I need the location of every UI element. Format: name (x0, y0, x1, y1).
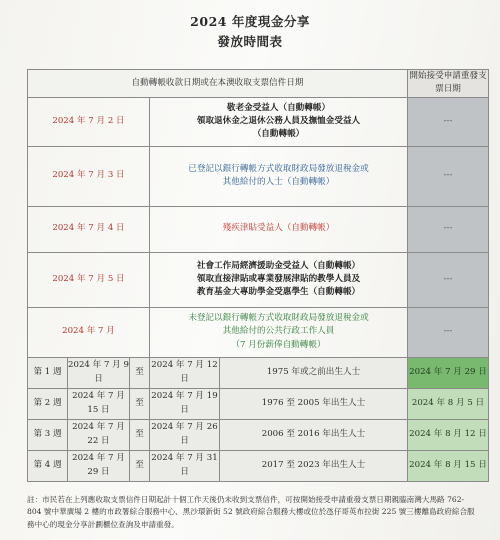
week-range-word: 至 (130, 450, 150, 481)
week-row (28, 357, 489, 388)
week-birth-cohort: 1976 至 2005 年出生人士 (220, 388, 408, 419)
week-birth-cohort: 1975 年或之前出生人士 (220, 357, 408, 388)
table-row (28, 97, 489, 146)
row-reissue-date: --- (408, 97, 489, 146)
description-line: 其他給付的公共行政工作人員 (222, 326, 335, 337)
week-reissue-date: 2024 年 8 月 15 日 (408, 450, 489, 481)
row-date: 2024 年 7 月 (28, 307, 150, 357)
footnote-line: 務中心的現金分享計劃櫃位查詢及申請重發。 (27, 519, 179, 529)
row-reissue-date: --- (408, 206, 489, 252)
description-line: （自動轉帳） (252, 129, 305, 140)
week-start-date: 2024 年 7 月 15 日 (68, 388, 130, 419)
week-reissue-date: 2024 年 8 月 12 日 (408, 419, 489, 450)
week-label: 第 4 週 (28, 450, 68, 481)
row-date: 2024 年 7 月 2 日 (28, 97, 150, 146)
week-end-date: 2024 年 7 月 12 日 (150, 357, 220, 388)
description-line: 教育基金大專助學金受惠學生（自動轉帳） (196, 287, 361, 298)
document-title: 2024 年度現金分享 (190, 14, 310, 29)
footnote (27, 494, 492, 531)
row-description: 殘疾津貼受益人（自動轉帳） (150, 206, 408, 252)
footnote-line: 804 號中華廣場 2 樓的市政署綜合服務中心、黑沙環新街 52 號政府綜合服務大樓或位於氹仔哥英布拉街 225 號三樓離島政府綜合服 (27, 507, 475, 517)
week-start-date: 2024 年 7 月 22 日 (68, 419, 130, 450)
table-row (28, 307, 489, 357)
row-description (150, 252, 408, 307)
row-description (150, 97, 408, 146)
description-line: 社會工作局經濟援助金受益人（自動轉帳） (196, 260, 361, 271)
row-description (150, 146, 408, 206)
week-row (28, 419, 489, 450)
week-end-date: 2024 年 7 月 19 日 (150, 388, 220, 419)
row-date: 2024 年 7 月 4 日 (28, 206, 150, 252)
table-row (28, 206, 489, 252)
row-date: 2024 年 7 月 3 日 (28, 146, 150, 206)
description-line: 領取退休金之退休公務人員及撫恤金受益人 (196, 115, 361, 126)
row-description (150, 307, 408, 357)
row-reissue-date: --- (408, 252, 489, 307)
week-range-word: 至 (130, 357, 150, 388)
week-range-word: 至 (130, 419, 150, 450)
week-row (28, 388, 489, 419)
row-reissue-date: --- (408, 307, 489, 357)
week-end-date: 2024 年 7 月 31 日 (150, 450, 220, 481)
description-line: 敬老金受益人（自動轉帳） (226, 102, 331, 113)
description-line: （7 月份薪俸自動轉帳） (231, 339, 326, 350)
document-subtitle: 發放時間表 (217, 34, 283, 49)
week-reissue-date: 2024 年 8 月 5 日 (408, 388, 489, 419)
header-payment-date: 自動轉帳收款日期或在本澳收取支票信件日期 (28, 70, 408, 98)
week-end-date: 2024 年 7 月 26 日 (150, 419, 220, 450)
week-start-date: 2024 年 7 月 29 日 (68, 450, 130, 481)
description-line: 已登記以銀行轉帳方式收取財政局發放退稅金或 (188, 163, 369, 174)
table-row (28, 146, 489, 206)
week-label: 第 2 週 (28, 388, 68, 419)
week-birth-cohort: 2017 至 2023 年出生人士 (220, 450, 408, 481)
week-label: 第 3 週 (28, 419, 68, 450)
week-start-date: 2024 年 7 月 9 日 (68, 357, 130, 388)
schedule-table (27, 69, 489, 482)
row-date: 2024 年 7 月 5 日 (28, 252, 150, 307)
table-header-row (28, 70, 489, 98)
row-reissue-date: --- (408, 146, 489, 206)
week-reissue-date: 2024 年 7 月 29 日 (408, 357, 489, 388)
table-row (28, 252, 489, 307)
header-reissue-date: 開始接受申請重發支票日期 (408, 70, 489, 98)
week-label: 第 1 週 (28, 357, 68, 388)
week-birth-cohort: 2006 至 2016 年出生人士 (220, 419, 408, 450)
description-line: 未登記以銀行轉帳方式收取財政局發放退稅金或 (188, 313, 369, 324)
week-range-word: 至 (130, 388, 150, 419)
week-row (28, 450, 489, 481)
description-line: 領取直接津貼或專業發展津貼的教學人員及 (196, 273, 361, 284)
footnote-line: 註：市民若在上列應收取支票信件日期起計十個工作天後仍未收到支票信件，可按開始接受申請重發支票日期親臨南灣大馬路 762- (27, 495, 465, 504)
description-line: 其他給付的人士（自動轉帳） (222, 177, 335, 188)
